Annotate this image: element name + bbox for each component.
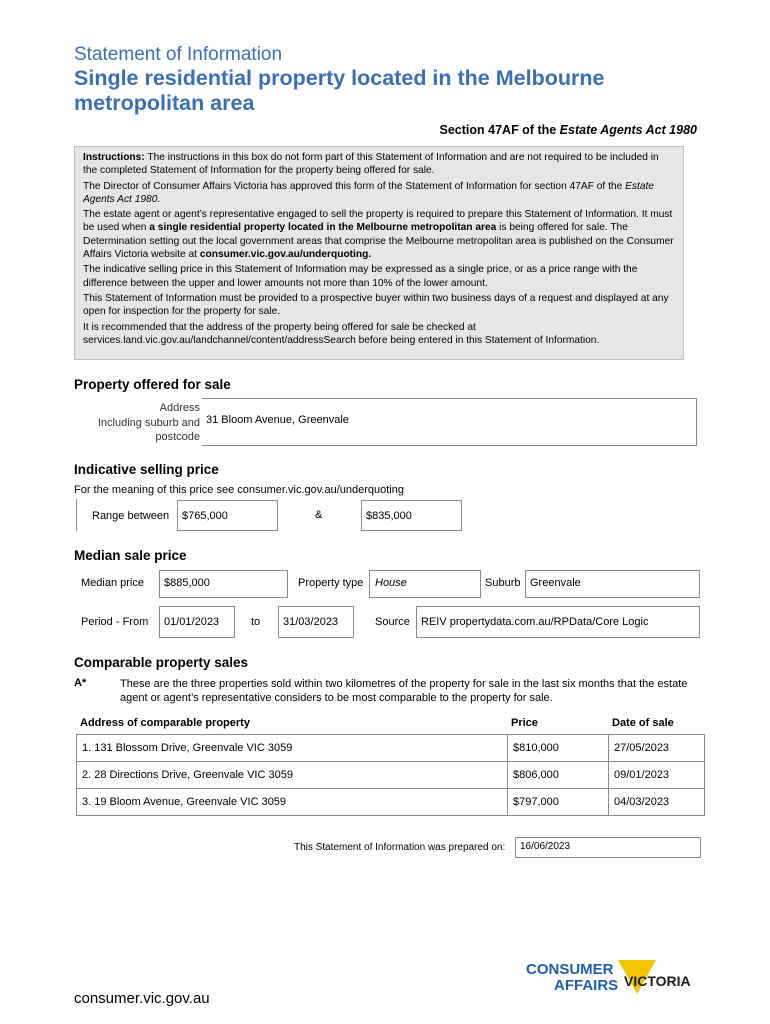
property-type-label: Property type [298, 577, 364, 589]
range-left-rule [76, 499, 77, 531]
instructions-p5: This Statement of Information must be provided to a prospective buyer within two business days of a request and displayed at any open for inspection for the property for sale. [83, 292, 669, 318]
instructions-p1 [83, 151, 675, 178]
address-field[interactable]: 31 Bloom Avenue, Greenvale [202, 398, 697, 446]
address-label-line3: postcode [155, 431, 200, 443]
instructions-p3-bold: a single residential property located in the Melbourne metropolitan area [149, 222, 497, 234]
comp-address-cell[interactable]: 3. 19 Bloom Avenue, Greenvale VIC 3059 [77, 789, 508, 816]
comp-address-cell[interactable]: 1. 131 Blossom Drive, Greenvale VIC 3059 [77, 735, 508, 762]
range-label: Range between [92, 510, 170, 522]
underquoting-link[interactable]: consumer.vic.gov.au/underquoting. [199, 249, 372, 261]
median-price-field[interactable]: $885,000 [159, 570, 288, 598]
median-heading: Median sale price [74, 548, 187, 563]
section-act-name: Estate Agents Act 1980 [559, 123, 697, 137]
suburb-label: Suburb [485, 577, 521, 589]
col-price-header: Price [511, 717, 538, 729]
instructions-label: Instructions: [83, 152, 145, 163]
suburb-field[interactable]: Greenvale [525, 570, 700, 598]
comp-price-cell[interactable]: $810,000 [508, 735, 609, 762]
instructions-p2-text: The Director of Consumer Affairs Victoria has approved this form of the Statement of Information for section 47AF of the [83, 180, 626, 192]
comp-address-cell[interactable]: 2. 28 Directions Drive, Greenvale VIC 3059 [77, 762, 508, 789]
period-to-field[interactable]: 31/03/2023 [278, 606, 354, 638]
period-from-label: Period - From [81, 616, 149, 628]
prepared-label: This Statement of Information was prepared on: [294, 842, 506, 853]
footer-url[interactable]: consumer.vic.gov.au [74, 990, 210, 1007]
range-high-field[interactable]: $835,000 [361, 500, 462, 531]
instructions-p6: It is recommended that the address of the property being offered for sale be checked at services.land.vic.gov.au/landchannel/content/addressSearch before being entered in this Statement of Information. [83, 321, 600, 346]
logo-graphic [526, 958, 706, 1006]
logo-line1: CONSUMER [526, 961, 614, 978]
comp-price-cell[interactable]: $806,000 [508, 762, 609, 789]
comp-price-cell[interactable]: $797,000 [508, 789, 609, 816]
logo-line2: AFFAIRS [554, 977, 619, 994]
prepared-date-field[interactable]: 16/06/2023 [515, 837, 701, 858]
instructions-p1-text: The instructions in this box do not form part of this Statement of Information and are not required to be included in the completed Statement of Information for the property being offered for sale. [83, 152, 659, 177]
comparable-marker: A* [74, 677, 87, 689]
table-row [77, 762, 705, 789]
instructions-p2-act: Estate Agents Act 1980 [83, 180, 654, 205]
source-field[interactable]: REIV propertydata.com.au/RPData/Core Logic [416, 606, 700, 638]
instructions-p3-a: The estate agent or agent’s representative engaged to sell the property is required to prepare this Statement of Information. It must be used when [83, 209, 673, 234]
comp-date-cell[interactable]: 04/03/2023 [609, 789, 705, 816]
address-label [80, 401, 200, 445]
address-label-line1: Address [159, 402, 200, 414]
comparable-note: These are the three properties sold within two kilometres of the property for sale in the last six months that the estate agent or agent’s representative considers to be most comparable to the property for sale. [120, 678, 688, 704]
section-prefix: Section 47AF of the [439, 123, 560, 137]
table-row [77, 789, 705, 816]
period-to-label: to [251, 616, 261, 628]
col-date-header: Date of sale [612, 717, 674, 729]
comparable-heading: Comparable property sales [74, 655, 249, 670]
consumer-affairs-victoria-logo [526, 958, 706, 1006]
indicative-heading: Indicative selling price [74, 462, 219, 477]
section-reference [440, 123, 697, 137]
range-ampersand: & [315, 509, 323, 521]
range-low-field[interactable]: $765,000 [177, 500, 278, 531]
table-row [77, 735, 705, 762]
property-type-field[interactable]: House [369, 570, 481, 598]
document-title: Single residential property located in the Melbourne metropolitan area [74, 66, 605, 115]
logo-line3: VICTORIA [624, 973, 691, 989]
col-address-header: Address of comparable property [80, 717, 250, 729]
instructions-p3-b: is being offered for sale. The Determination setting out the local government areas that comprise the Melbourne metropolitan area is published on the Consumer Affairs Victoria website at [83, 222, 674, 261]
comp-date-cell[interactable]: 09/01/2023 [609, 762, 705, 789]
document-subtitle: Statement of Information [74, 44, 283, 65]
address-label-line2: Including suburb and [97, 416, 200, 429]
instructions-p2-end: . [157, 193, 161, 205]
property-heading: Property offered for sale [74, 377, 231, 392]
comp-date-cell[interactable]: 27/05/2023 [609, 735, 705, 762]
comparable-table [76, 734, 705, 816]
instructions-p4: The indicative selling price in this Statement of Information may be expressed as a single price, or as a price range with the difference between the upper and lower amounts not more than 10% of the lower amount. [83, 264, 638, 289]
indicative-note: For the meaning of this price see consumer.vic.gov.au/underquoting [74, 484, 404, 496]
source-label: Source [375, 616, 410, 628]
instructions-p2 [83, 180, 675, 207]
period-from-field[interactable]: 01/01/2023 [159, 606, 235, 638]
instructions-p3 [83, 208, 675, 261]
instructions-box [74, 146, 684, 360]
median-price-label: Median price [81, 577, 144, 589]
